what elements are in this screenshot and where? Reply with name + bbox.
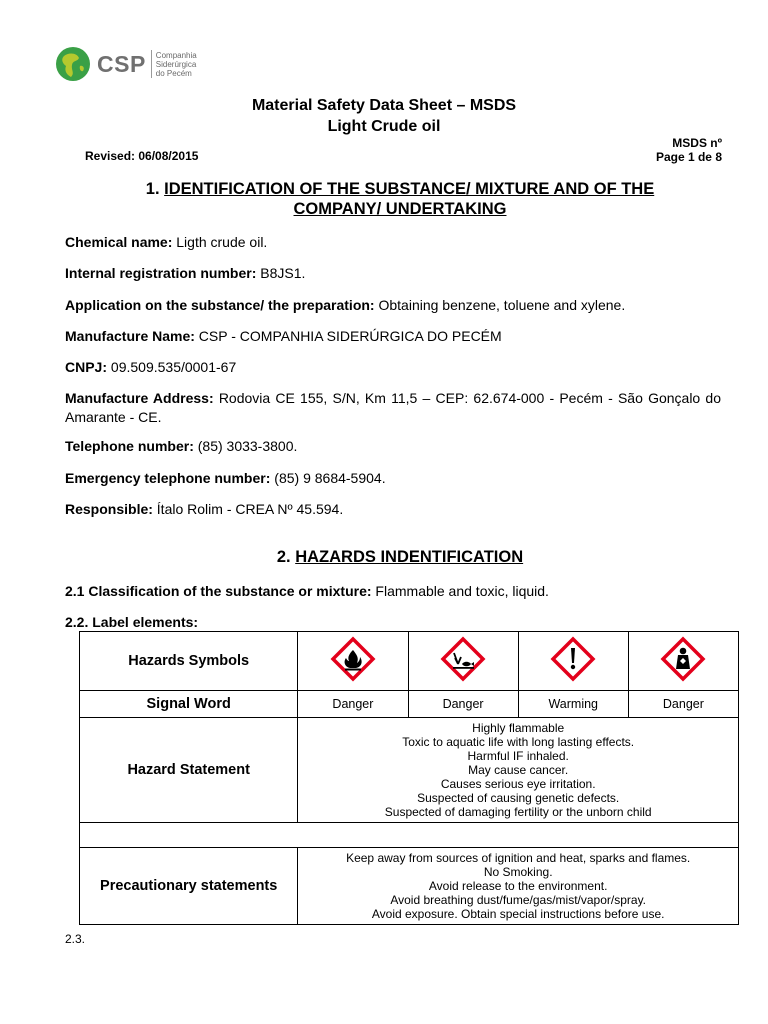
page-indicator: Page 1 de 8 (655, 150, 722, 164)
globe-logo-icon (55, 46, 91, 82)
precaution-line: Avoid breathing dust/fume/gas/mist/vapor/spray. (390, 893, 647, 907)
msds-number-block (656, 136, 722, 164)
precaution-line: Avoid exposure. Obtain special instructions before use. (371, 907, 665, 921)
table-row (80, 823, 739, 848)
msds-number: MSDS nº (672, 136, 722, 150)
signal-word-cell: Danger (408, 691, 518, 718)
field-label: Application on the substance/ the preparation: (65, 297, 375, 313)
field-value: Ligth crude oil. (172, 234, 268, 250)
field-value: Rodovia CE 155, S/N, Km 11,5 – CEP: 62.674-000 - Pecém - São Gonçalo do Amarante - CE. (65, 390, 721, 425)
section1-heading (80, 179, 720, 219)
table-row (80, 691, 739, 718)
symbol-cell (298, 632, 408, 691)
logo-divider (151, 50, 152, 78)
section2-heading (80, 547, 720, 567)
table-row (80, 848, 739, 925)
precaution-line: No Smoking. (483, 865, 553, 879)
field-chemical-name (65, 233, 721, 252)
field-label: Manufacture Name: (65, 328, 195, 344)
section2-heading-text: HAZARDS INDENTIFICATION (295, 548, 524, 566)
table-row (80, 632, 739, 691)
precaution-line: Avoid release to the environment. (428, 879, 608, 893)
field-emergency-telephone (65, 469, 721, 488)
signal-word-cell: Danger (298, 691, 408, 718)
flammable-pictogram-icon (330, 636, 376, 682)
section1-number: 1. (145, 180, 160, 198)
field-application (65, 296, 721, 315)
revised-date: Revised: 06/08/2015 (85, 149, 199, 163)
field-label: 2.1 Classification of the substance or mixture: (65, 583, 372, 599)
precaution-line: Keep away from sources of ignition and heat, sparks and flames. (346, 851, 691, 865)
hazard-statement-header: Hazard Statement (80, 718, 298, 823)
precautionary-statements-header: Precautionary statements (80, 848, 298, 925)
field-value: Obtaining benzene, toluene and xylene. (374, 297, 626, 313)
field-label: Internal registration number: (65, 265, 257, 281)
hazard-statement-line: May cause cancer. (468, 763, 569, 777)
signal-word-cell: Warming (518, 691, 628, 718)
field-value: (85) 9 8684-5904. (270, 470, 386, 486)
next-subsection-number: 2.3. (65, 932, 86, 946)
field-value: Flammable and toxic, liquid. (371, 583, 549, 599)
signal-word-header: Signal Word (80, 691, 298, 718)
field-value: Ítalo Rolim - CREA Nº 45.594. (152, 501, 344, 517)
environment-pictogram-icon (440, 636, 486, 682)
logo-subtitle (156, 51, 197, 78)
empty-row-cell (80, 823, 739, 848)
field-label: Chemical name: (65, 234, 173, 250)
field-label: Manufacture Address: (65, 390, 214, 406)
hazard-statement-cell (298, 718, 739, 823)
field-label: Responsible: (65, 501, 153, 517)
field-value: 09.509.535/0001-67 (107, 359, 237, 375)
section1-heading-line1: IDENTIFICATION OF THE SUBSTANCE/ MIXTURE AND OF THE (164, 180, 655, 198)
field-manufacture-address (65, 389, 721, 427)
label-elements-table (79, 631, 739, 925)
hazard-statement-line: Highly flammable (472, 721, 565, 735)
field-label: Telephone number: (65, 438, 194, 454)
field-classification (65, 582, 721, 601)
hazard-statement-line: Toxic to aquatic life with long lasting effects. (402, 735, 635, 749)
label-elements-heading (65, 613, 721, 632)
document-subtitle: Light Crude oil (327, 118, 441, 135)
company-logo (55, 46, 197, 82)
logo-sub-line: do Pecém (155, 68, 192, 78)
field-registration-number (65, 264, 721, 283)
field-responsible (65, 500, 721, 519)
hazard-statement-line: Harmful IF inhaled. (467, 749, 569, 763)
field-telephone (65, 437, 721, 456)
table-row (80, 718, 739, 823)
symbol-cell (518, 632, 628, 691)
field-value: (85) 3033-3800. (193, 438, 298, 454)
field-value: CSP - COMPANHIA SIDERÚRGICA DO PECÉM (194, 328, 502, 344)
document-title: Material Safety Data Sheet – MSDS (251, 97, 517, 114)
field-label: Emergency telephone number: (65, 470, 271, 486)
field-label: 2.2. Label elements: (65, 614, 199, 630)
field-value: B8JS1. (256, 265, 306, 281)
logo-name: CSP (97, 50, 146, 77)
section1-heading-line2: COMPANY/ UNDERTAKING (293, 200, 507, 218)
exclamation-pictogram-icon (550, 636, 596, 682)
precautionary-statements-cell (298, 848, 739, 925)
hazard-statement-line: Suspected of causing genetic defects. (417, 791, 620, 805)
signal-word-cell: Danger (628, 691, 738, 718)
health-hazard-pictogram-icon (660, 636, 706, 682)
logo-sub-line: Companhia (155, 50, 197, 60)
field-label: CNPJ: (65, 359, 108, 375)
field-manufacture-name (65, 327, 721, 346)
symbol-cell (408, 632, 518, 691)
logo-sub-line: Siderúrgica (155, 59, 197, 69)
section2-number: 2. (276, 548, 291, 566)
field-cnpj (65, 358, 721, 377)
hazard-statement-line: Causes serious eye irritation. (440, 777, 596, 791)
hazard-statement-line: Suspected of damaging fertility or the unborn child (384, 805, 652, 819)
symbol-cell (628, 632, 738, 691)
hazard-symbols-header: Hazards Symbols (80, 632, 298, 691)
